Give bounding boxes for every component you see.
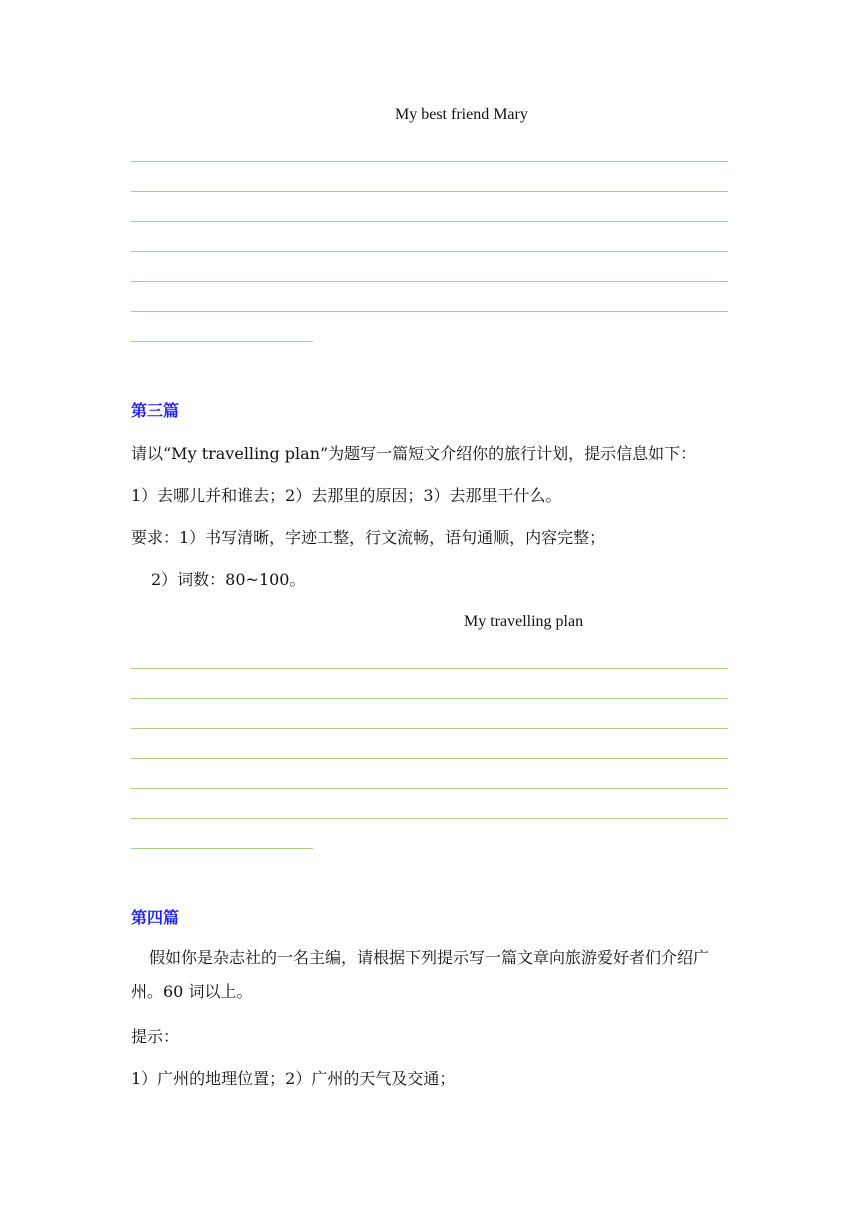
section3-requirement-2: 2）词数：80~100。 [151, 570, 306, 589]
writing-line [131, 311, 728, 312]
essay-title-best-friend: My best friend Mary [395, 106, 528, 123]
writing-line [131, 191, 728, 192]
section4-prompt: 假如你是杂志社的一名主编，请根据下列提示写一篇文章向旅游爱好者们介绍广州。60 词以上。 [131, 948, 710, 1001]
writing-line [131, 161, 728, 162]
writing-line [131, 221, 728, 222]
writing-line [131, 698, 728, 699]
section4-hint-1: 1）广州的地理位置；2）广州的天气及交通； [131, 1069, 456, 1088]
writing-line-short [131, 341, 313, 342]
writing-line-short [131, 848, 313, 849]
writing-line [131, 668, 728, 669]
section-heading-3: 第三篇 [131, 401, 180, 420]
section4-hint-label: 提示： [131, 1027, 180, 1046]
essay-title-travelling-plan: My travelling plan [464, 613, 584, 630]
writing-line [131, 788, 728, 789]
section3-points: 1）去哪儿并和谁去；2）去那里的原因；3）去那里干什么。 [131, 486, 562, 505]
section3-prompt: 请以“My travelling plan”为题写一篇短文介绍你的旅行计划，提示信息如下： [131, 444, 697, 463]
section-heading-4: 第四篇 [131, 908, 180, 927]
writing-line [131, 251, 728, 252]
writing-line [131, 818, 728, 819]
writing-line [131, 728, 728, 729]
section3-requirement-1: 要求：1）书写清晰，字迹工整，行文流畅，语句通顺，内容完整； [131, 528, 606, 547]
writing-line [131, 281, 728, 282]
writing-line [131, 758, 728, 759]
